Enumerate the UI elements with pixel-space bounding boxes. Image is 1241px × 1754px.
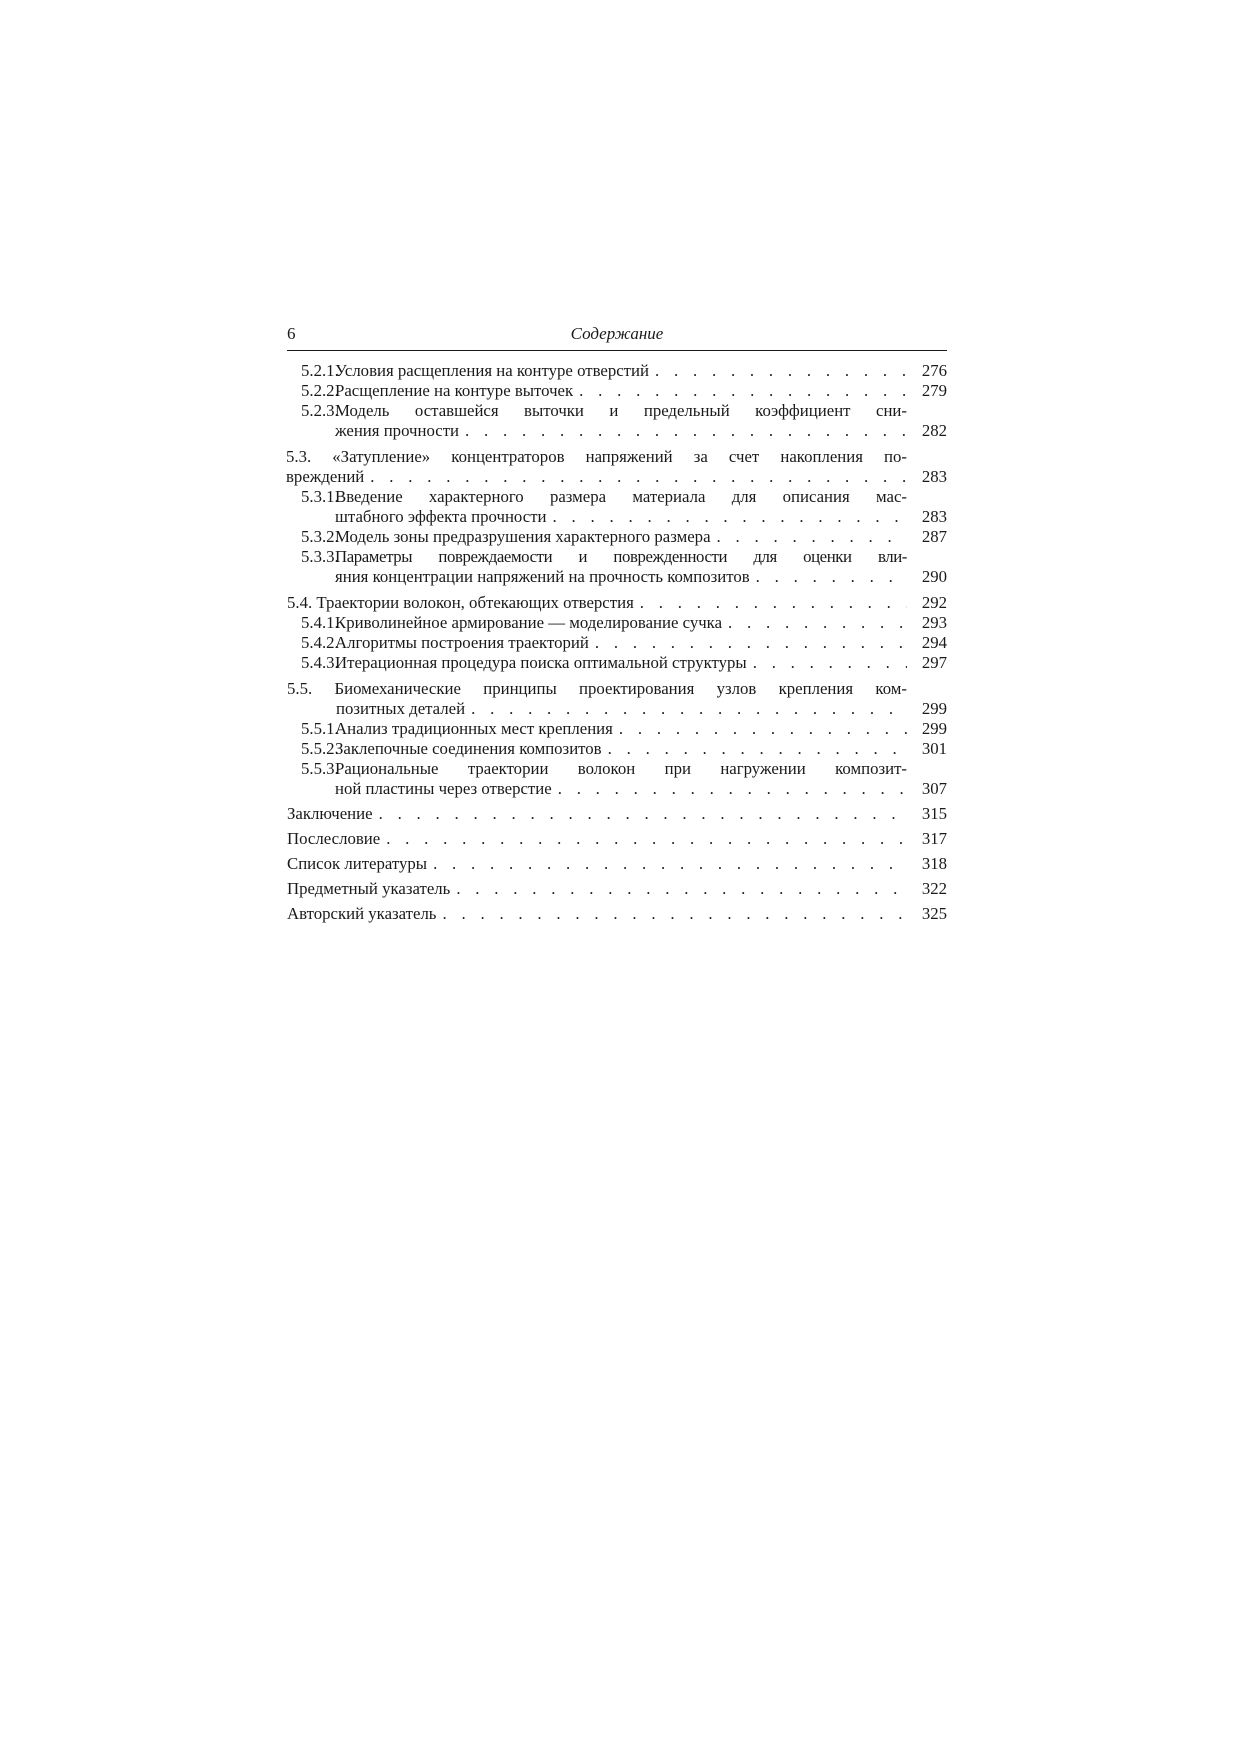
- toc-entry-title: Криволинейное армирование — моделирование сучка: [335, 613, 723, 632]
- toc-entry-number: 5.4.1.: [301, 613, 339, 632]
- toc-entry-title: Итерационная процедура поиска оптимальной структуры: [335, 653, 747, 672]
- toc-entry-5-3-3[interactable]: [287, 547, 947, 587]
- dot-leader: [427, 854, 907, 874]
- toc-entry-number: 5.5.2.: [301, 739, 339, 758]
- toc-entry-5-4-3[interactable]: [287, 653, 947, 673]
- toc-entry-title: Расщепление на контуре выточек: [335, 381, 574, 400]
- toc-entry-5-4[interactable]: [287, 593, 947, 613]
- toc-entry-number: 5.3.3.: [301, 547, 339, 566]
- toc-entry-page: 276: [921, 361, 947, 380]
- toc-entry-title: Модель зоны предразрушения характерного размера: [335, 527, 711, 546]
- toc-entry-title: жения прочности: [335, 421, 460, 440]
- toc-entry-number: 5.4.: [287, 593, 313, 612]
- dot-leader: [436, 904, 907, 924]
- dot-leader: [373, 804, 907, 824]
- toc-entry-title: Условия расщепления на контуре отверстий: [335, 361, 649, 380]
- toc-entry-5-4-1[interactable]: [287, 613, 947, 633]
- toc-entry-title: яния концентрации напряжений на прочность композитов: [335, 567, 750, 586]
- toc-entry-page: 293: [921, 613, 947, 632]
- dot-leader: [380, 829, 907, 849]
- toc-entry-page: 315: [921, 804, 947, 823]
- toc-entry-title: Список литературы: [287, 854, 428, 873]
- dot-leader: [613, 719, 907, 739]
- toc-entry-number: 5.5.1.: [301, 719, 339, 738]
- toc-entry-number-inline: 5.3.: [286, 447, 312, 466]
- toc-entry-5-3[interactable]: [287, 447, 947, 487]
- toc-entry-title: Алгоритмы построения траекторий: [335, 633, 589, 652]
- toc-entry-title-line1-text: Биомеханические принципы проектирования узлов крепления ком-: [334, 679, 907, 698]
- toc-entry-5-5-2[interactable]: [287, 739, 947, 759]
- dot-leader: [747, 653, 907, 673]
- dot-leader: [722, 613, 907, 633]
- toc-entry-page: 297: [921, 653, 947, 672]
- toc-entry-number: 5.2.2.: [301, 381, 339, 400]
- toc-entry-page: 299: [921, 719, 947, 738]
- page-number: 6: [287, 324, 296, 343]
- toc-entry-page: 301: [921, 739, 947, 758]
- toc-entry-title: Послесловие: [287, 829, 381, 848]
- toc-entry-author-index[interactable]: [287, 904, 947, 924]
- dot-leader: [450, 879, 907, 899]
- toc-entry-title: штабного эффекта прочности: [335, 507, 547, 526]
- toc-entry-title-line1: Параметры повреждаемости и поврежденности для оценки вли-: [335, 547, 907, 566]
- toc-entry-page: 287: [921, 527, 947, 546]
- toc-entry-5-3-1[interactable]: [287, 487, 947, 527]
- toc-entry-page: 325: [921, 904, 947, 923]
- toc-entry-title: Заключение: [287, 804, 373, 823]
- toc-entry-page: 292: [921, 593, 947, 612]
- toc-entry-5-5-1[interactable]: [287, 719, 947, 739]
- running-title: Содержание: [570, 324, 664, 343]
- toc-entry-references[interactable]: [287, 854, 947, 874]
- toc-entry-title: Заклепочные соединения композитов: [335, 739, 602, 758]
- dot-leader: [750, 567, 907, 587]
- toc-entry-5-5-3[interactable]: [287, 759, 947, 799]
- toc-entry-number: 5.3.1.: [301, 487, 339, 506]
- table-of-contents: [287, 361, 947, 924]
- dot-leader: [364, 467, 907, 487]
- toc-entry-title-line1: Введение характерного размера материала для описания мас-: [335, 487, 907, 506]
- toc-entry-page: 282: [921, 421, 947, 440]
- dot-leader: [573, 381, 907, 401]
- toc-entry-5-2-2[interactable]: [287, 381, 947, 401]
- toc-entry-title-line1: [286, 447, 907, 467]
- toc-entry-5-5[interactable]: [287, 679, 947, 719]
- toc-entry-title-line1: [287, 679, 907, 699]
- dot-leader: [711, 527, 907, 547]
- toc-entry-5-4-2[interactable]: [287, 633, 947, 653]
- toc-entry-page: 283: [921, 467, 947, 486]
- dot-leader: [634, 593, 907, 613]
- toc-entry-page: 307: [921, 779, 947, 798]
- toc-entry-number: 5.4.2.: [301, 633, 339, 652]
- dot-leader: [552, 779, 907, 799]
- toc-entry-number: 5.4.3.: [301, 653, 339, 672]
- dot-leader: [547, 507, 907, 527]
- toc-entry-number: 5.5.3.: [301, 759, 339, 778]
- running-header: [287, 320, 947, 351]
- toc-entry-page: 279: [921, 381, 947, 400]
- toc-entry-page: 322: [921, 879, 947, 898]
- toc-entry-5-3-2[interactable]: [287, 527, 947, 547]
- toc-entry-number: 5.2.3.: [301, 401, 339, 420]
- dot-leader: [602, 739, 907, 759]
- dot-leader: [589, 633, 907, 653]
- dot-leader: [459, 421, 907, 441]
- book-page: [287, 320, 947, 924]
- toc-entry-page: 317: [921, 829, 947, 848]
- toc-entry-title: Предметный указатель: [287, 879, 451, 898]
- toc-entry-title: Авторский указатель: [287, 904, 437, 923]
- toc-entry-page: 299: [921, 699, 947, 718]
- toc-entry-title-line1-text: «Затупление» концентраторов напряжений за счет накопления по-: [332, 447, 907, 466]
- toc-entry-title-text: Траектории волокон, обтекающих отверстия: [316, 593, 634, 612]
- toc-entry-title: вреждений: [286, 467, 365, 486]
- toc-entry-title-line1: Рациональные траектории волокон при нагружении композит-: [335, 759, 907, 778]
- dot-leader: [649, 361, 907, 381]
- toc-entry-afterword[interactable]: [287, 829, 947, 849]
- toc-entry-number: 5.2.1.: [301, 361, 339, 380]
- toc-entry-5-2-1[interactable]: [287, 361, 947, 381]
- toc-entry-page: 318: [921, 854, 947, 873]
- toc-entry-subject-index[interactable]: [287, 879, 947, 899]
- toc-entry-page: 290: [921, 567, 947, 586]
- toc-entry-number: 5.5.: [287, 679, 313, 698]
- toc-entry-title: Анализ традиционных мест крепления: [335, 719, 613, 738]
- toc-entry-title: [287, 593, 634, 613]
- toc-entry-conclusion[interactable]: [287, 804, 947, 824]
- toc-entry-page: 294: [921, 633, 947, 652]
- toc-entry-title: позитных деталей: [336, 699, 466, 718]
- toc-entry-title: ной пластины через отверстие: [335, 779, 552, 798]
- toc-entry-title-line1: Модель оставшейся выточки и предельный коэффициент сни-: [335, 401, 907, 420]
- toc-entry-number: 5.3.2.: [301, 527, 339, 546]
- toc-entry-page: 283: [921, 507, 947, 526]
- toc-entry-5-2-3[interactable]: [287, 401, 947, 441]
- dot-leader: [465, 699, 907, 719]
